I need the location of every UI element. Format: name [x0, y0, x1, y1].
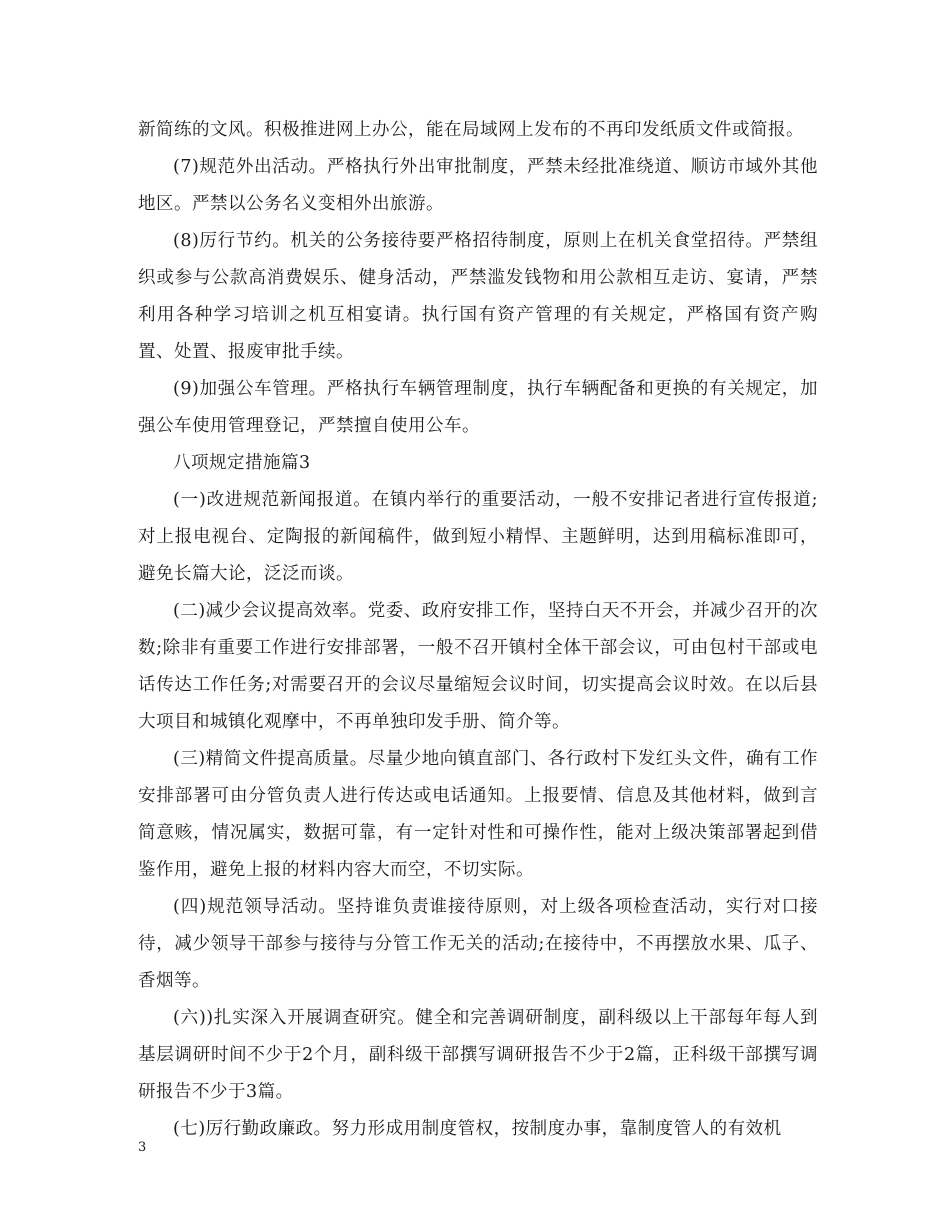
page-number: 3	[138, 1140, 147, 1155]
paragraph-item-8: (8)厉行节约。机关的公务接待要严格招待制度，原则上在机关食堂招待。严禁组织或参与公款高消费娱乐、健身活动，严禁滥发钱物和用公款相互走访、宴请，严禁利用各种学习培训之机互相宴请。执行国有资产管理的有关规定，严格国有资产购置、处置、报废审批手续。	[138, 231, 818, 362]
paragraph-item-1: (一)改进规范新闻报道。在镇内举行的重要活动，一般不安排记者进行宣传报道;对上报电视台、定陶报的新闻稿件，做到短小精悍、主题鲜明，达到用稿标准即可，避免长篇大论，泛泛而谈。	[138, 490, 818, 584]
paragraph-item-2: (二)减少会议提高效率。党委、政府安排工作，坚持白天不开会，并减少召开的次数;除非有重要工作进行安排部署，一般不召开镇村全体干部会议，可由包村干部或电话传达工作任务;对需要召开的会议尽量缩短会议时间，切实提高会议时效。在以后县大项目和城镇化观摩中，不再单独印发手册、简介等。	[138, 601, 818, 732]
document-body	[138, 112, 818, 1148]
paragraph-item-3: (三)精简文件提高质量。尽量少地向镇直部门、各行政村下发红头文件，确有工作安排部署可由分管负责人进行传达或电话通知。上报要情、信息及其他材料，做到言简意赅，情况属实，数据可靠，有一定针对性和可操作性，能对上级决策部署起到借鉴作用，避免上报的材料内容大而空，不切实际。	[138, 749, 818, 880]
paragraph-continuation: 新简练的文风。积极推进网上办公，能在局域网上发布的不再印发纸质文件或简报。	[138, 120, 804, 140]
paragraph-item-7b: (七)厉行勤政廉政。努力形成用制度管权，按制度办事，靠制度管人的有效机	[173, 1119, 782, 1139]
paragraph-item-4: (四)规范领导活动。坚持谁负责谁接待原则，对上级各项检查活动，实行对口接待，减少领导干部参与接待与分管工作无关的活动;在接待中，不再摆放水果、瓜子、香烟等。	[138, 897, 818, 991]
paragraph-item-9: (9)加强公车管理。严格执行车辆管理制度，执行车辆配备和更换的有关规定，加强公车使用管理登记，严禁擅自使用公车。	[138, 379, 818, 436]
paragraph-item-6: (六))扎实深入开展调查研究。健全和完善调研制度，副科级以上干部每年每人到基层调研时间不少于2个月，副科级干部撰写调研报告不少于2篇，正科级干部撰写调研报告不少于3篇。	[138, 1008, 818, 1102]
section-heading: 八项规定措施篇3	[173, 453, 311, 473]
paragraph-item-7: (7)规范外出活动。严格执行外出审批制度，严禁未经批准绕道、顺访市域外其他地区。严禁以公务名义变相外出旅游。	[138, 157, 818, 214]
